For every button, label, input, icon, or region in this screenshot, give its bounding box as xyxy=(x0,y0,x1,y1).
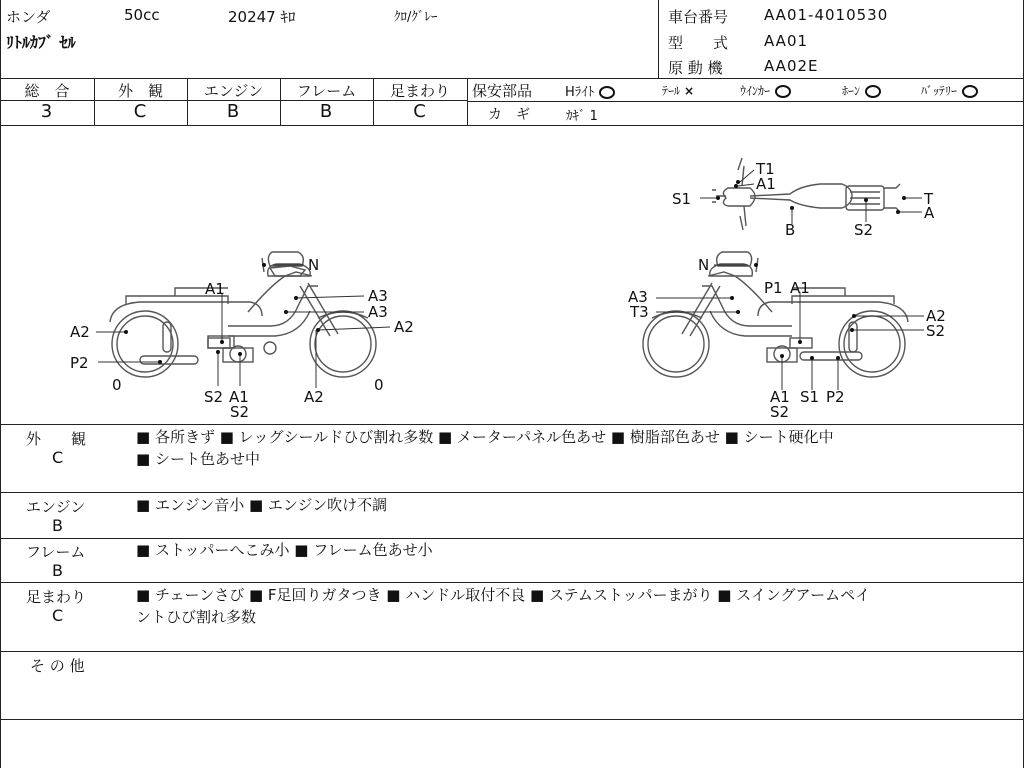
label-a2: A2 xyxy=(70,323,90,341)
displacement: 50cc xyxy=(124,6,160,24)
damage-diagram xyxy=(0,126,1024,424)
safety-mid-line xyxy=(467,101,1024,102)
scooter-top-view xyxy=(712,158,900,230)
label-t3: T3 xyxy=(630,303,649,321)
note-frame-line-1: ■ ストッパーへこみ小 ■ フレーム色あせ小 xyxy=(136,541,433,559)
label-a3: A3 xyxy=(368,303,388,321)
label-s1: S1 xyxy=(800,388,820,406)
note-other-label: そ の 他 xyxy=(30,657,85,675)
note-suspension-line-1: ■ チェーンさび ■ F足回りガタつき ■ ハンドル取付不良 ■ ステムストッパーまがり ■ スイングアームペイ xyxy=(136,586,871,604)
label-s2: S2 xyxy=(926,322,946,340)
scooter-left-view xyxy=(110,252,376,377)
safety-item-headlight: Hﾗｲﾄ xyxy=(565,81,615,100)
frame-no-label: 車台番号 xyxy=(668,8,729,26)
label-a2: A2 xyxy=(394,318,414,336)
label-a3: A3 xyxy=(368,287,388,305)
label-a1: A1 xyxy=(770,388,790,406)
safety-item-battery: ﾊﾞｯﾃﾘｰ xyxy=(921,82,978,99)
color: ｸﾛ/ｸﾞﾚｰ xyxy=(394,10,438,25)
score-top-line xyxy=(0,78,1024,79)
label-a: A xyxy=(924,204,935,222)
safety-item-winker: ｳｲﾝｶｰ xyxy=(740,82,791,99)
label-a1: A1 xyxy=(790,279,810,297)
type-value: AA01 xyxy=(764,32,809,50)
key-value: ｶｷﾞ 1 xyxy=(566,109,598,124)
label-n: N xyxy=(308,256,320,274)
exterior-value: C xyxy=(133,101,148,122)
label-s2: S2 xyxy=(230,403,250,421)
frame-no: AA01-4010530 xyxy=(764,6,889,24)
engine-score-value: B xyxy=(226,101,241,122)
scooter-right-view xyxy=(643,252,908,377)
note-engine-grade: B xyxy=(52,516,64,535)
model-name: ﾘﾄﾙｶﾌﾞ ｾﾙ xyxy=(6,33,76,52)
suspension-score-value: C xyxy=(413,101,427,122)
label-p2: P2 xyxy=(70,354,89,372)
label-a3: A3 xyxy=(628,288,648,306)
engine-score-label: エンジン xyxy=(203,82,264,100)
note-exterior-grade: C xyxy=(52,448,65,467)
note-suspension-grade: C xyxy=(52,606,65,625)
label-s1: S1 xyxy=(672,190,692,208)
label-zero: 0 xyxy=(112,376,122,394)
frame-score-label: フレーム xyxy=(296,82,357,100)
label-a1: A1 xyxy=(229,388,249,406)
note-divider-5 xyxy=(0,719,1024,720)
engine-value: AA02E xyxy=(764,57,819,75)
label-b: B xyxy=(785,221,796,239)
note-suspension-label: 足まわり xyxy=(26,588,87,606)
check-circle-icon xyxy=(962,85,978,98)
suspension-score-label: 足まわり xyxy=(389,82,450,100)
mileage: 20247 ｷﾛ xyxy=(228,8,296,26)
note-frame-grade: B xyxy=(52,561,64,580)
overall-value: 3 xyxy=(40,101,54,122)
check-circle-icon xyxy=(599,86,615,99)
note-exterior-line-2: ■ シート色あせ中 xyxy=(136,450,260,468)
label-p2: P2 xyxy=(826,388,845,406)
label-n: N xyxy=(698,256,710,274)
safety-label: 保安部品 xyxy=(472,82,533,100)
check-circle-icon xyxy=(775,85,791,98)
note-exterior-label: 外 観 xyxy=(26,430,87,448)
label-a1: A1 xyxy=(756,175,776,193)
label-a2: A2 xyxy=(304,388,324,406)
label-zero: 0 xyxy=(374,376,384,394)
overall-label: 総 合 xyxy=(24,82,70,100)
safety-item-horn: ﾎｰﾝ xyxy=(842,82,881,99)
note-engine-line-1: ■ エンジン音小 ■ エンジン吹け不調 xyxy=(136,496,388,514)
check-circle-icon xyxy=(865,85,881,98)
note-suspension-line-2: ントひび割れ多数 xyxy=(136,608,257,626)
exterior-label: 外 観 xyxy=(117,82,163,100)
label-s2: S2 xyxy=(204,388,224,406)
note-divider-4 xyxy=(0,651,1024,652)
label-s2: S2 xyxy=(770,403,790,421)
frame-score-value: B xyxy=(319,101,334,122)
cross-icon: × xyxy=(684,84,695,98)
note-engine-label: エンジン xyxy=(26,498,86,516)
note-frame-label: フレーム xyxy=(26,543,86,561)
note-divider-1 xyxy=(0,492,1024,493)
label-a1: A1 xyxy=(205,280,225,298)
label-p1: P1 xyxy=(764,279,783,297)
label-s2: S2 xyxy=(854,221,874,239)
label-t: T xyxy=(924,190,934,208)
maker: ホンダ xyxy=(6,8,51,26)
header-divider xyxy=(658,0,659,78)
key-label: カ ギ xyxy=(488,107,530,123)
label-t1: T1 xyxy=(756,160,775,178)
note-exterior-line-1: ■ 各所きず ■ レッグシールドひび割れ多数 ■ メーターパネル色あせ ■ 樹脂部色あせ ■ シート硬化中 xyxy=(136,428,834,446)
diagram-bottom-line xyxy=(0,424,1024,425)
label-a2: A2 xyxy=(926,307,946,325)
note-divider-3 xyxy=(0,582,1024,583)
type-label: 型 式 xyxy=(668,34,729,52)
safety-item-tail: ﾃｰﾙ × xyxy=(662,84,695,98)
engine-label: 原 動 機 xyxy=(668,59,723,77)
